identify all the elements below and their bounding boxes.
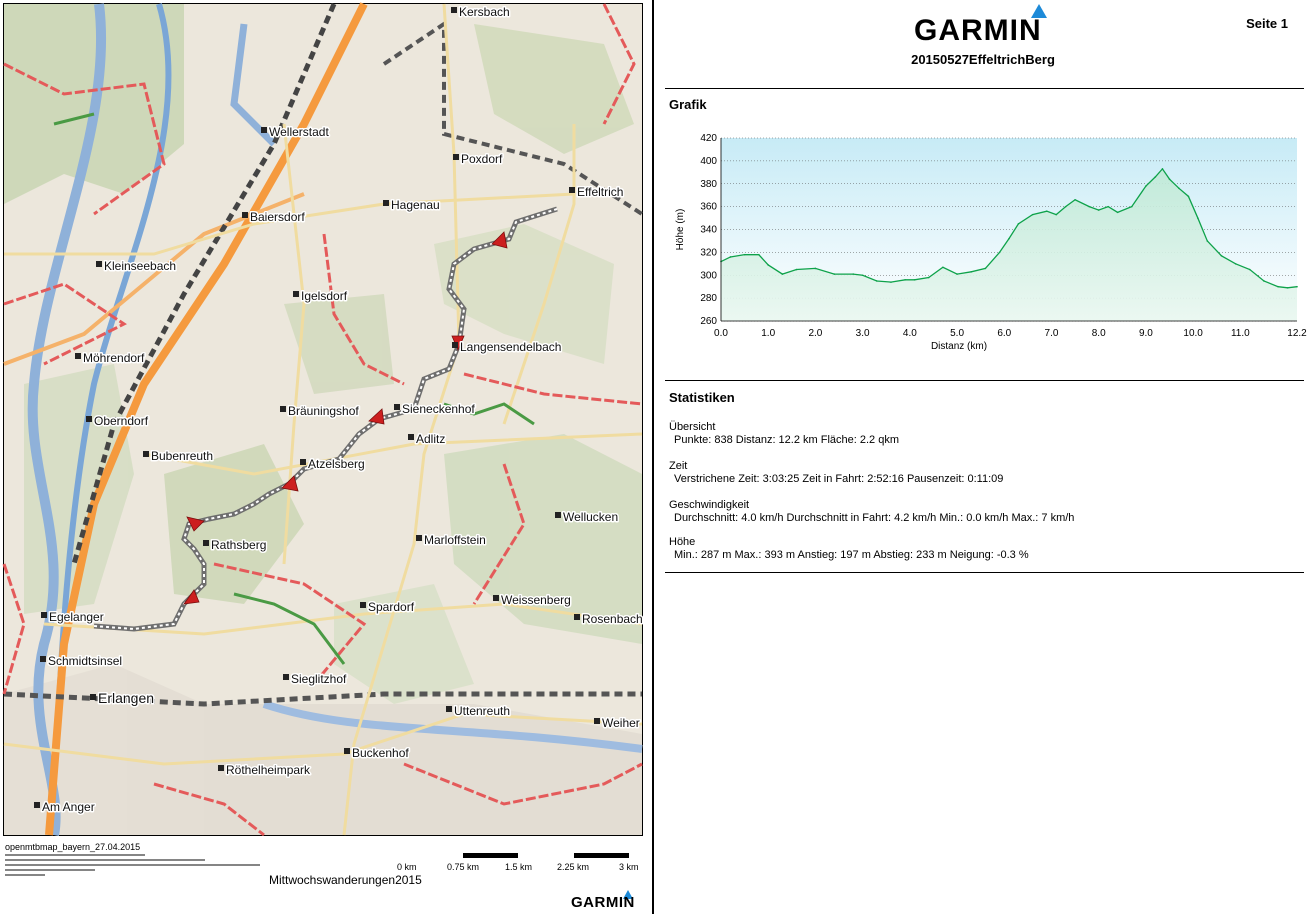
chart-data-point	[1008, 238, 1010, 240]
place-marker-icon	[143, 451, 149, 457]
place-marker-icon	[453, 154, 459, 160]
chart-data-point	[852, 273, 854, 275]
chart-data-point	[834, 273, 836, 275]
place-marker-icon	[300, 459, 306, 465]
chart-data-point	[890, 281, 892, 283]
place-marker-icon	[283, 674, 289, 680]
place-label[interactable]: Bubenreuth	[151, 449, 214, 463]
place-marker-icon	[408, 434, 414, 440]
stats-speed	[669, 499, 1074, 525]
place-label[interactable]: Atzelsberg	[308, 457, 365, 471]
place-marker-icon	[34, 802, 40, 808]
chart-data-point	[942, 266, 944, 268]
chart-data-point	[876, 280, 878, 282]
place-label[interactable]: Uttenreuth	[454, 704, 511, 718]
stats-time-values: Verstrichene Zeit: 3:03:25 Zeit in Fahrt: 2:52:16 Pausenzeit: 0:11:09	[674, 473, 1004, 485]
chart-data-point	[1117, 212, 1119, 214]
place-marker-icon	[41, 612, 47, 618]
footer-text	[5, 869, 95, 871]
document-title: 20150527EffeltrichBerg	[911, 52, 1055, 67]
place-marker-icon	[569, 187, 575, 193]
place-marker-icon	[416, 535, 422, 541]
place-marker-icon	[383, 200, 389, 206]
chart-xtick-label: 5.0	[950, 328, 965, 339]
place-marker-icon	[394, 404, 400, 410]
chart-data-point	[1088, 206, 1090, 208]
place-label[interactable]: Oberndorf	[94, 414, 149, 428]
chart-data-point	[1169, 178, 1171, 180]
map-footer	[0, 836, 652, 914]
chart-data-point	[1206, 240, 1208, 242]
chart-xtick-label: 11.0	[1230, 328, 1250, 339]
chart-data-point	[796, 269, 798, 271]
place-label[interactable]: Bräuningshof	[288, 404, 359, 418]
stats-overview	[669, 421, 899, 447]
place-marker-icon	[446, 706, 452, 712]
stats-overview-values: Punkte: 838 Distanz: 12.2 km Fläche: 2.2 qkm	[674, 434, 900, 446]
chart-ytick-label: 320	[700, 247, 717, 259]
scale-label: 3 km	[619, 862, 639, 872]
chart-data-point	[1046, 210, 1048, 212]
chart-xtick-label: 12.2	[1287, 328, 1307, 339]
footer-text	[5, 854, 145, 856]
chart-ytick-label: 280	[700, 293, 717, 305]
chart-data-point	[1221, 255, 1223, 257]
scale-label: 0.75 km	[447, 862, 480, 872]
place-marker-icon	[360, 602, 366, 608]
chart-xtick-label: 10.0	[1183, 328, 1203, 339]
place-label[interactable]: Sieneckenhof	[402, 402, 475, 416]
report-panel	[654, 0, 1307, 914]
place-label[interactable]: Sieglitzhof	[291, 672, 347, 686]
chart-data-point	[1178, 188, 1180, 190]
place-label[interactable]: Rosenbach	[582, 612, 643, 626]
footer-text	[5, 874, 45, 876]
place-label[interactable]: Rathsberg	[211, 538, 267, 552]
place-label[interactable]: Kleinseebach	[104, 259, 177, 273]
chart-xtick-label: 1.0	[761, 328, 776, 339]
place-marker-icon	[40, 656, 46, 662]
place-label[interactable]: Baiersdorf	[250, 210, 305, 224]
place-marker-icon	[452, 342, 458, 348]
chart-data-point	[758, 254, 760, 256]
chart-data-point	[1235, 263, 1237, 265]
divider	[665, 88, 1304, 89]
place-marker-icon	[218, 765, 224, 771]
place-label[interactable]: Weiher	[602, 716, 640, 730]
chart-xtick-label: 4.0	[902, 328, 917, 339]
place-label[interactable]: Am Anger	[42, 800, 95, 814]
place-marker-icon	[86, 416, 92, 422]
footer-text	[5, 859, 205, 861]
chart-data-point	[956, 273, 958, 275]
place-label[interactable]: Wellucken	[563, 510, 619, 524]
chart-ytick-label: 260	[700, 316, 717, 327]
place-label[interactable]: Spardorf	[368, 600, 415, 614]
stats-time-heading: Zeit	[669, 460, 688, 472]
place-label[interactable]: Weissenberg	[501, 593, 571, 607]
garmin-logo: GARMIN	[571, 894, 635, 911]
place-label[interactable]: Möhrendorf	[83, 351, 145, 365]
chart-data-point	[1018, 223, 1020, 225]
chart-data-point	[1277, 286, 1279, 288]
chart-data-point	[1032, 214, 1034, 216]
chart-xtick-label: 0.0	[714, 328, 728, 339]
place-label[interactable]: Poxdorf	[461, 152, 503, 166]
chart-ytick-label: 340	[700, 224, 717, 236]
footer-text	[5, 864, 260, 866]
chart-xtick-label: 7.0	[1044, 328, 1059, 339]
chart-data-point	[1263, 280, 1265, 282]
chart-ylabel: Höhe (m)	[675, 208, 686, 251]
place-marker-icon	[344, 748, 350, 754]
place-label[interactable]: Egelanger	[49, 610, 104, 624]
scale-bar	[395, 844, 645, 874]
chart-data-point	[1155, 176, 1157, 178]
chart-data-point	[862, 274, 864, 276]
chart-data-point	[744, 254, 746, 256]
chart-data-point	[782, 273, 784, 275]
section-heading-chart: Grafik	[669, 97, 707, 112]
map-source: openmtbmap_bayern_27.04.2015	[5, 842, 141, 852]
place-marker-icon	[90, 694, 96, 700]
chart-data-point	[1145, 185, 1147, 187]
place-label[interactable]: Erlangen	[98, 690, 155, 706]
place-marker-icon	[75, 353, 81, 359]
place-marker-icon	[280, 406, 286, 412]
place-label[interactable]: Marloffstein	[424, 533, 486, 547]
divider	[665, 380, 1304, 381]
place-label[interactable]: Buckenhof	[352, 746, 409, 760]
place-label[interactable]: Effeltrich	[577, 185, 624, 199]
place-label[interactable]: Wellerstadt	[269, 125, 329, 139]
section-heading-stats: Statistiken	[669, 390, 735, 405]
elevation-chart	[669, 128, 1307, 363]
stats-height-values: Min.: 287 m Max.: 393 m Anstieg: 197 m Abstieg: 233 m Neigung: -0.3 %	[674, 549, 1029, 561]
chart-data-point	[914, 279, 916, 281]
chart-ytick-label: 400	[700, 155, 717, 167]
chart-ytick-label: 420	[700, 133, 717, 144]
chart-xtick-label: 3.0	[855, 328, 870, 339]
chart-data-point	[904, 279, 906, 281]
place-label[interactable]: Kersbach	[459, 5, 510, 19]
chart-data-point	[1065, 206, 1067, 208]
stats-speed-values: Durchschnitt: 4.0 km/h Durchschnitt in Fahrt: 4.2 km/h Min.: 0.0 km/h Max.: 7 km/h	[674, 512, 1075, 524]
chart-data-point	[1296, 286, 1298, 288]
chart-data-point	[1131, 206, 1133, 208]
chart-data-point	[1197, 217, 1199, 219]
place-label[interactable]: Hagenau	[391, 198, 440, 212]
scale-label: 0 km	[397, 862, 417, 872]
route-name: Mittwochswanderungen2015	[269, 873, 422, 887]
place-marker-icon	[574, 614, 580, 620]
chart-xtick-label: 8.0	[1091, 328, 1106, 339]
stats-height	[669, 536, 1029, 562]
chart-data-point	[928, 277, 930, 279]
page-number: Seite 1	[1246, 16, 1288, 31]
chart-data-point	[1074, 199, 1076, 201]
stats-height-heading: Höhe	[669, 536, 696, 548]
chart-data-point	[1055, 214, 1057, 216]
scale-segment	[574, 853, 629, 858]
garmin-logo: GARMIN	[914, 14, 1042, 47]
chart-ytick-label: 360	[700, 201, 717, 213]
place-marker-icon	[555, 512, 561, 518]
place-label[interactable]: Röthelheimpark	[226, 763, 311, 777]
chart-data-point	[1188, 196, 1190, 198]
place-label[interactable]: Adlitz	[416, 432, 446, 446]
chart-data-point	[1162, 168, 1164, 170]
chart-ytick-label: 380	[700, 178, 717, 190]
divider	[665, 572, 1304, 573]
scale-segment	[463, 853, 518, 858]
map-canvas[interactable]	[4, 4, 642, 835]
stats-overview-heading: Übersicht	[669, 421, 716, 433]
scale-label: 2.25 km	[557, 862, 590, 872]
chart-xtick-label: 9.0	[1138, 328, 1153, 339]
chart-data-point	[815, 268, 817, 270]
chart-xlabel: Distanz (km)	[930, 341, 988, 352]
place-marker-icon	[203, 540, 209, 546]
chart-data-point	[1098, 209, 1100, 211]
chart-data-point	[985, 268, 987, 270]
stats-time	[669, 460, 1003, 486]
place-marker-icon	[293, 291, 299, 297]
place-marker-icon	[96, 261, 102, 267]
chart-xtick-label: 6.0	[997, 328, 1012, 339]
place-marker-icon	[451, 7, 457, 13]
place-marker-icon	[493, 595, 499, 601]
scale-label: 1.5 km	[505, 862, 533, 872]
place-marker-icon	[242, 212, 248, 218]
chart-data-point	[1107, 206, 1109, 208]
chart-data-point	[1287, 287, 1289, 289]
chart-data-point	[730, 256, 732, 258]
place-label[interactable]: Schmidtsinsel	[48, 654, 123, 668]
place-marker-icon	[261, 127, 267, 133]
stats-speed-heading: Geschwindigkeit	[669, 499, 750, 511]
chart-data-point	[1249, 269, 1251, 271]
chart-data-point	[970, 271, 972, 273]
map[interactable]	[3, 3, 643, 836]
place-marker-icon	[594, 718, 600, 724]
chart-data-point	[999, 252, 1001, 254]
place-label[interactable]: Igelsdorf	[301, 289, 348, 303]
chart-ytick-label: 300	[700, 270, 717, 282]
place-label[interactable]: Langensendelbach	[460, 340, 562, 354]
chart-xtick-label: 2.0	[808, 328, 823, 339]
chart-data-point	[767, 264, 769, 266]
